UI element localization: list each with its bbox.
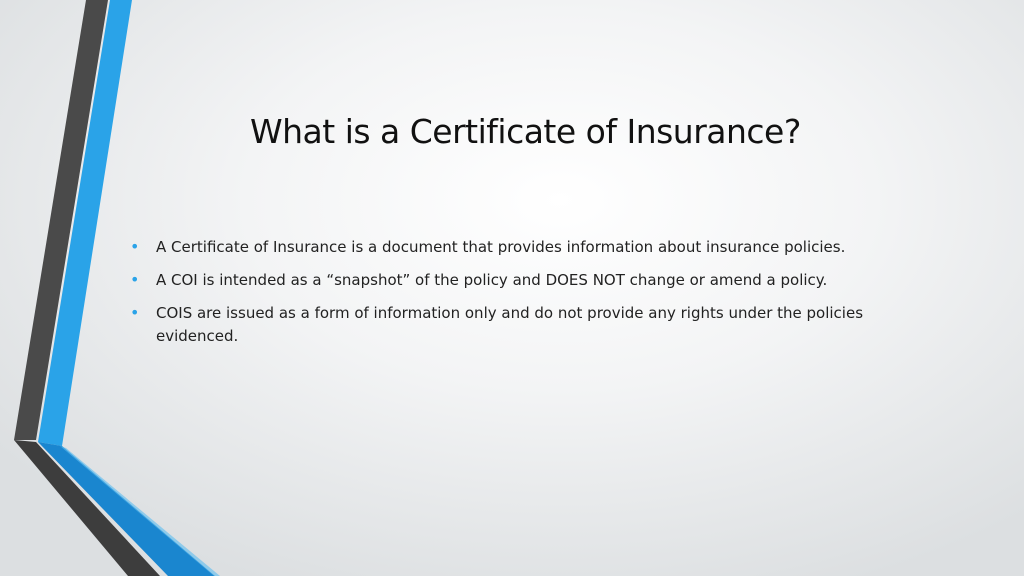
bullet-icon: • xyxy=(130,237,140,256)
bullet-list xyxy=(130,236,920,358)
bullet-text: A Certificate of Insurance is a document that provides information about insurance policies. xyxy=(156,238,846,256)
bullet-item xyxy=(130,302,920,348)
bullet-icon: • xyxy=(130,270,140,289)
bullet-text: A COI is intended as a “snapshot” of the policy and DOES NOT change or amend a policy. xyxy=(156,271,828,289)
slide-title: What is a Certificate of Insurance? xyxy=(250,112,801,151)
bullet-item xyxy=(130,236,920,259)
bullet-item xyxy=(130,269,920,292)
bullet-text: COIS are issued as a form of information only and do not provide any rights under the policies evidenced. xyxy=(156,304,864,345)
bullet-icon: • xyxy=(130,303,140,322)
